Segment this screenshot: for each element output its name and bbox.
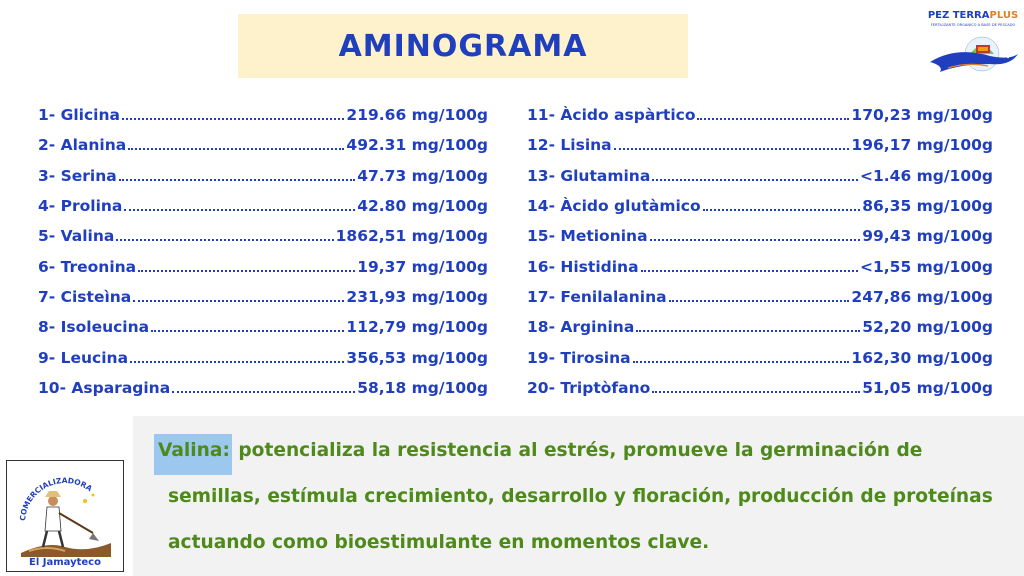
valina-description	[158, 428, 1008, 566]
dot-leader	[697, 118, 849, 120]
list-item: 3- Serina 47.73 mg/100g	[38, 166, 488, 185]
list-item: 5- Valina 1862,51 mg/100g	[38, 227, 488, 246]
list-item: 15- Metionina 99,43 mg/100g	[527, 227, 993, 246]
dot-leader	[138, 270, 355, 272]
dot-leader	[133, 300, 344, 302]
list-item: 17- Fenilalanina 247,86 mg/100g	[527, 287, 993, 306]
amino-list-right	[527, 100, 993, 403]
list-item: 10- Asparagina 58,18 mg/100g	[38, 378, 488, 397]
dot-leader	[128, 148, 344, 150]
dot-leader	[633, 361, 850, 363]
list-item: 9- Leucina 356,53 mg/100g	[38, 348, 488, 367]
dot-leader	[119, 179, 355, 181]
dot-leader	[669, 300, 850, 302]
dot-leader	[614, 148, 850, 150]
dot-leader	[703, 209, 861, 211]
list-item: 8- Isoleucina 112,79 mg/100g	[38, 318, 488, 337]
list-item: 4- Prolina 42.80 mg/100g	[38, 197, 488, 216]
list-item: 14- Àcido glutàmico 86,35 mg/100g	[527, 197, 993, 216]
dot-leader	[172, 391, 355, 393]
list-item: 7- Cisteìna 231,93 mg/100g	[38, 287, 488, 306]
company-name: El Jamayteco	[29, 557, 101, 568]
dot-leader	[652, 179, 858, 181]
dot-leader	[124, 209, 355, 211]
list-item: 6- Treonina 19,37 mg/100g	[38, 257, 488, 276]
company-logo	[6, 460, 124, 572]
list-item: 20- Triptòfano 51,05 mg/100g	[527, 378, 993, 397]
list-item: 2- Alanina 492.31 mg/100g	[38, 136, 488, 155]
dot-leader	[116, 239, 333, 241]
list-item: 13- Glutamina <1.46 mg/100g	[527, 166, 993, 185]
highlight-term: Valina:	[154, 434, 232, 475]
dot-leader	[650, 239, 861, 241]
list-item: 12- Lisina 196,17 mg/100g	[527, 136, 993, 155]
list-item: 11- Àcido aspàrtico 170,23 mg/100g	[527, 106, 993, 125]
list-item: 18- Arginina 52,20 mg/100g	[527, 318, 993, 337]
brand-name: PEZ TERRAPLUS	[927, 10, 1019, 21]
amino-list-left	[38, 100, 488, 403]
dot-leader	[122, 118, 344, 120]
page-title: AMINOGRAMA	[338, 28, 588, 64]
list-item: 16- Histidina <1,55 mg/100g	[527, 257, 993, 276]
dot-leader	[151, 330, 344, 332]
dot-leader	[636, 330, 860, 332]
brand-logo	[926, 10, 1020, 82]
farmer-logo-icon	[7, 461, 123, 571]
description-text: potencializa la resistencia al estrés, promueve la germinación de semillas, estímula crecimiento, desarrollo y floración, producción de proteínas actuando como bioestimulante en momentos clave.	[168, 440, 993, 553]
dot-leader	[652, 391, 860, 393]
company-arc-text: COMERCIALIZADORA	[18, 475, 94, 522]
brand-tagline: FERTILIZANTE ORGANICO A BASE DE PESCADO	[930, 23, 1016, 27]
dot-leader	[641, 270, 858, 272]
title-banner	[238, 14, 688, 78]
list-item: 19- Tirosina 162,30 mg/100g	[527, 348, 993, 367]
dot-leader	[130, 361, 344, 363]
list-item: 1- Glicina 219.66 mg/100g	[38, 106, 488, 125]
fish-logo-icon	[926, 28, 1020, 82]
